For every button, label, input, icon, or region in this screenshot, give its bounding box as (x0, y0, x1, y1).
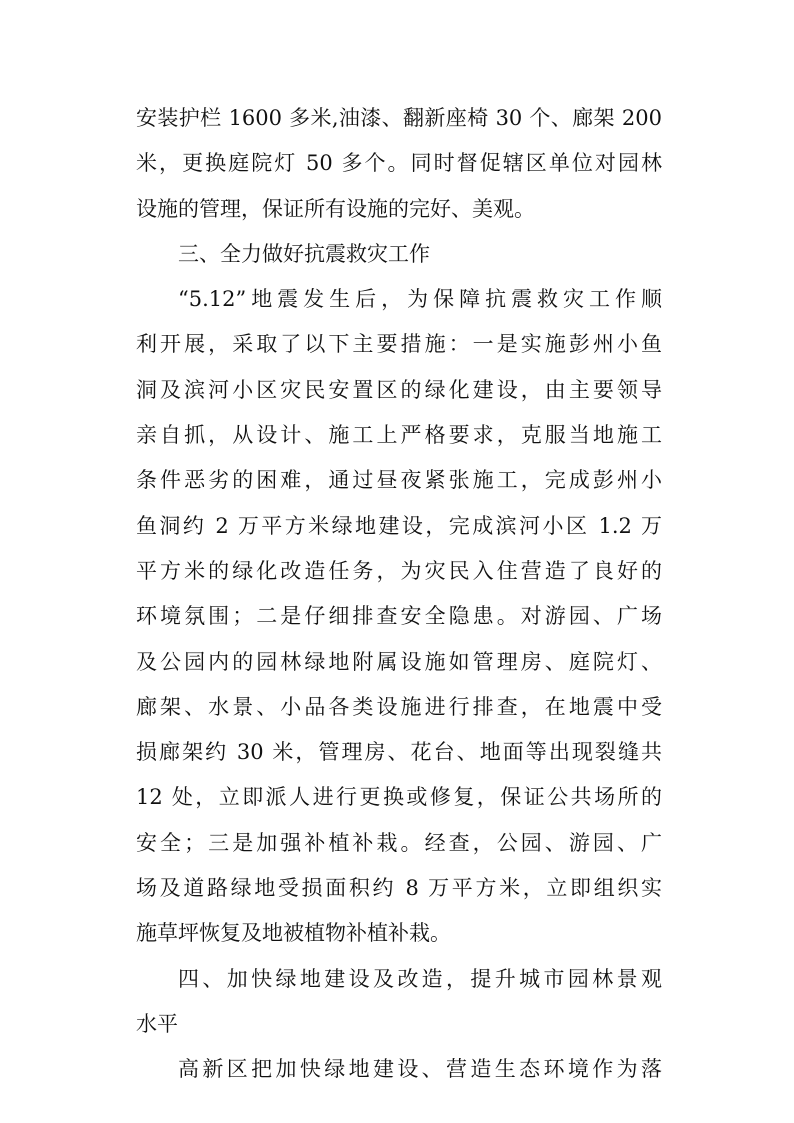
text-line: 损廊架约 30 米，管理房、花台、地面等出现裂缝共 (136, 740, 662, 765)
text-line: 施草坪恢复及地被植物补植补栽。 (136, 921, 451, 946)
text-line: 设施的管理，保证所有设施的完好、美观。 (136, 196, 535, 221)
text-line: 场及道路绿地受损面积约 8 万平方米，立即组织实 (136, 876, 662, 901)
text-line: 利开展，采取了以下主要措施：一是实施彭州小鱼 (136, 332, 662, 357)
text-line: 及公园内的园林绿地附属设施如管理房、庭院灯、 (136, 649, 662, 674)
text-line: 平方米的绿化改造任务，为灾民入住营造了良好的 (136, 558, 662, 583)
text-line: 12 处，立即派人进行更换或修复，保证公共场所的 (136, 785, 662, 810)
text-line: 鱼洞约 2 万平方米绿地建设，完成滨河小区 1.2 万 (136, 513, 662, 538)
text-line: 安全；三是加强补植补栽。经查，公园、游园、广 (136, 830, 662, 855)
text-line: 亲自抓，从设计、施工上严格要求，克服当地施工 (136, 423, 662, 448)
text-line: 米，更换庭院灯 50 多个。同时督促辖区单位对园林 (136, 151, 662, 176)
section-heading: 三、全力做好抗震救灾工作 (178, 241, 430, 266)
text-line: 安装护栏 1600 多米,油漆、翻新座椅 30 个、廊架 200 (136, 106, 662, 130)
section-heading-continued: 水平 (136, 1011, 178, 1036)
text-line: 洞及滨河小区灾民安置区的绿化建设，由主要领导 (136, 377, 662, 402)
text-line: 廊架、水景、小品各类设施进行排查，在地震中受 (136, 694, 662, 719)
text-line: 环境氛围；二是仔细排查安全隐患。对游园、广场 (136, 604, 662, 629)
text-line: 条件恶劣的困难，通过昼夜紧张施工，完成彭州小 (136, 468, 662, 493)
section-heading: 四、加快绿地建设及改造，提升城市园林景观 (178, 966, 662, 991)
text-line: 高新区把加快绿地建设、营造生态环境作为落 (178, 1057, 662, 1082)
body-text (136, 96, 662, 1093)
text-line: “5.12”地震发生后，为保障抗震救灾工作顺 (178, 287, 662, 312)
